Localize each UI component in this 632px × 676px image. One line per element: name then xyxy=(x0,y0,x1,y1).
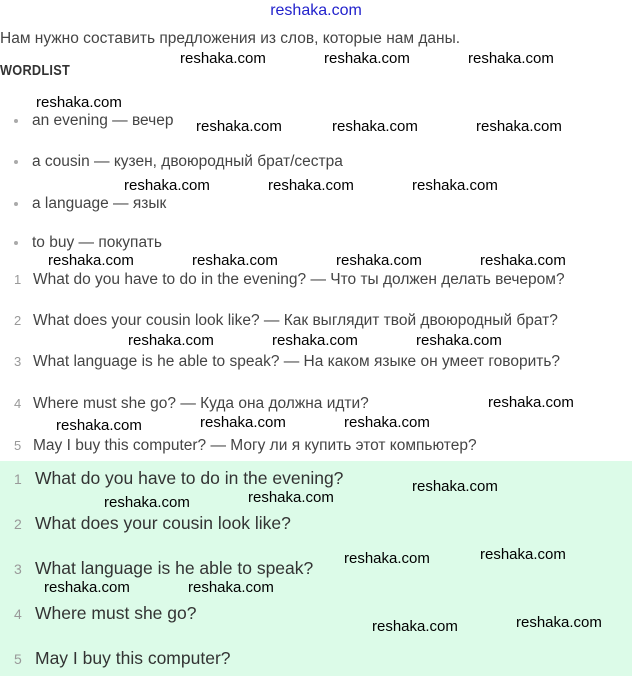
translation-text: May I buy this computer? — Могу ли я купить этот компьютер? xyxy=(33,437,477,454)
watermark: reshaka.com xyxy=(488,394,574,411)
wordlist-text: an evening — вечер xyxy=(32,112,174,129)
item-number: 2 xyxy=(14,516,22,532)
watermark: reshaka.com xyxy=(412,177,498,194)
watermark: reshaka.com xyxy=(180,50,266,67)
site-header-link[interactable]: reshaka.com xyxy=(270,2,362,19)
item-number: 4 xyxy=(14,606,22,622)
watermark: reshaka.com xyxy=(200,414,286,431)
watermark: reshaka.com xyxy=(468,50,554,67)
answer-text: What does your cousin look like? xyxy=(35,513,291,533)
watermark: reshaka.com xyxy=(344,414,430,431)
bullet-icon xyxy=(14,202,18,206)
wordlist-item xyxy=(14,234,162,252)
translation-text: What does your cousin look like? — Как выглядит твой двоюродный брат? xyxy=(33,312,558,329)
watermark: reshaka.com xyxy=(192,252,278,269)
item-number: 1 xyxy=(14,272,22,287)
bullet-icon xyxy=(14,241,18,245)
answer-item xyxy=(14,513,291,534)
bullet-icon xyxy=(14,119,18,123)
watermark: reshaka.com xyxy=(268,177,354,194)
watermark: reshaka.com xyxy=(104,494,190,511)
answer-item xyxy=(14,468,343,489)
intro-text: Нам нужно составить предложения из слов, которые нам даны. xyxy=(0,30,461,47)
wordlist-item xyxy=(14,195,166,213)
translation-text: What language is he able to speak? — На каком языке он умеет говорить? xyxy=(33,353,561,370)
answer-text: What language is he able to speak? xyxy=(35,558,314,578)
wordlist-text: a cousin — кузен, двоюродный брат/сестра xyxy=(32,153,343,170)
watermark: reshaka.com xyxy=(332,118,418,135)
item-number: 2 xyxy=(14,313,22,328)
watermark: reshaka.com xyxy=(476,118,562,135)
answer-item xyxy=(14,648,231,669)
watermark: reshaka.com xyxy=(272,332,358,349)
answer-item xyxy=(14,558,313,579)
watermark: reshaka.com xyxy=(196,118,282,135)
watermark: reshaka.com xyxy=(480,252,566,269)
watermark: reshaka.com xyxy=(324,50,410,67)
translation-item xyxy=(14,271,565,289)
answer-text: May I buy this computer? xyxy=(35,648,231,668)
watermark: reshaka.com xyxy=(36,94,122,111)
wordlist-text: to buy — покупать xyxy=(32,234,162,251)
watermark: reshaka.com xyxy=(188,579,274,596)
answer-item xyxy=(14,603,196,624)
wordlist-item xyxy=(14,153,343,171)
item-number: 4 xyxy=(14,396,22,411)
answer-text: What do you have to do in the evening? xyxy=(35,468,344,488)
wordlist-item xyxy=(14,112,173,130)
watermark: reshaka.com xyxy=(336,252,422,269)
translation-text: Where must she go? — Куда она должна идти? xyxy=(33,395,369,412)
translation-item xyxy=(14,312,558,330)
translation-item xyxy=(14,395,369,413)
answer-text: Where must she go? xyxy=(35,603,197,623)
wordlist-text: a language — язык xyxy=(32,195,167,212)
watermark: reshaka.com xyxy=(372,618,458,635)
translation-item xyxy=(14,437,477,455)
item-number: 3 xyxy=(14,354,22,369)
wordlist-heading: WORDLIST xyxy=(0,62,71,79)
item-number: 1 xyxy=(14,471,22,487)
watermark: reshaka.com xyxy=(124,177,210,194)
item-number: 5 xyxy=(14,651,22,667)
item-number: 3 xyxy=(14,561,22,577)
watermark: reshaka.com xyxy=(128,332,214,349)
watermark: reshaka.com xyxy=(248,489,334,506)
watermark: reshaka.com xyxy=(412,478,498,495)
watermark: reshaka.com xyxy=(516,614,602,631)
item-number: 5 xyxy=(14,438,22,453)
watermark: reshaka.com xyxy=(48,252,134,269)
watermark: reshaka.com xyxy=(56,417,142,434)
watermark: reshaka.com xyxy=(416,332,502,349)
watermark: reshaka.com xyxy=(344,550,430,567)
watermark: reshaka.com xyxy=(44,579,130,596)
translation-item xyxy=(14,353,560,371)
translation-text: What do you have to do in the evening? — Что ты должен делать вечером? xyxy=(33,271,565,288)
bullet-icon xyxy=(14,160,18,164)
watermark: reshaka.com xyxy=(480,546,566,563)
